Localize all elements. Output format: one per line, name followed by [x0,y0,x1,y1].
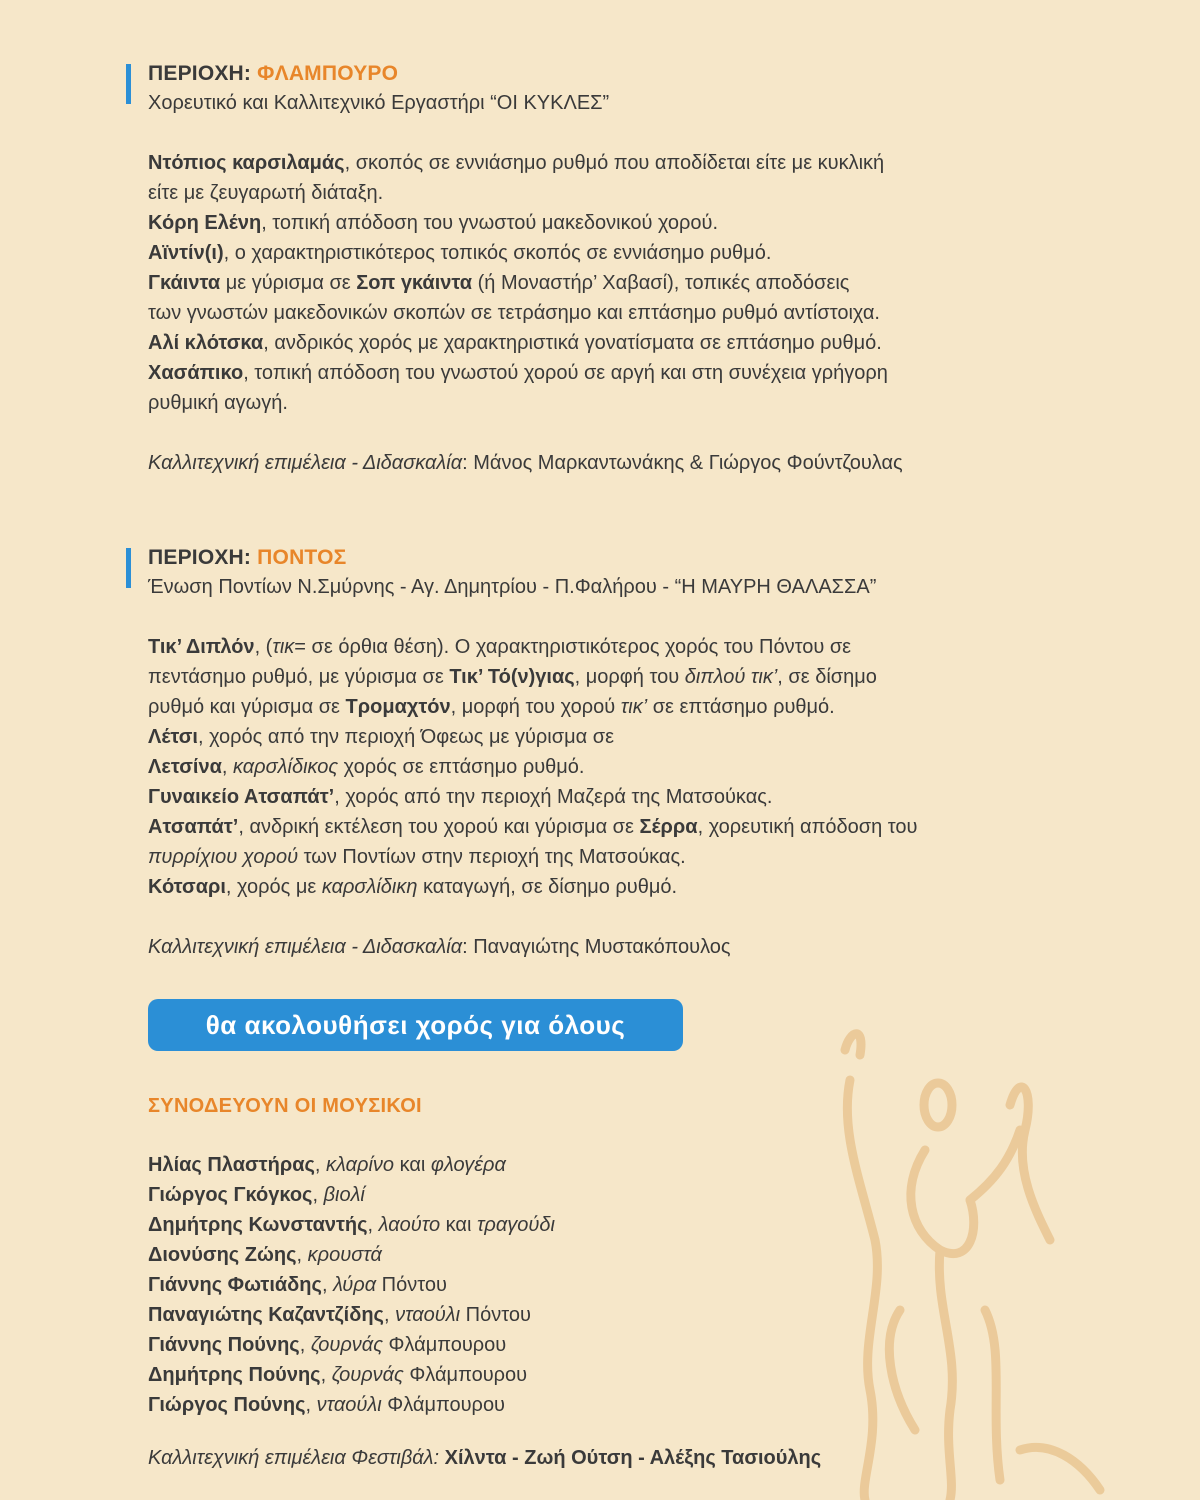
musicians-heading: ΣΥΝΟΔΕΥΟΥΝ ΟΙ ΜΟΥΣΙΚΟΙ [148,1095,422,1117]
region-accent-bar [126,64,131,104]
dance-description: Λετσίνα, καρσλίδικος χορός σε επτάσημο ρυθμό. [148,756,585,778]
region-label: ΠΕΡΙΟΧΗ: [148,546,252,569]
dance-description: Ντόπιος καρσιλαμάς, σκοπός σε εννιάσημο ρυθμό που αποδίδεται είτε με κυκλική είτε με ζευγαρωτή διάταξη. [148,152,885,204]
region-name: ΦΛΑΜΠΟΥΡΟ [257,62,399,85]
region-label: ΠΕΡΙΟΧΗ: [148,62,252,85]
musician-item: Δημήτρης Πούνης, ζουρνάς Φλάμπουρου [148,1364,528,1386]
dance-description: Χασάπικο, τοπική απόδοση του γνωστού χορού σε αργή και στη συνέχεια γρήγορη ρυθμική αγωγή. [148,362,888,414]
musician-item: Γιώργος Πούνης, νταούλι Φλάμπουρου [148,1394,505,1416]
dance-description: Λέτσι, χορός από την περιοχή Όφεως με γύρισμα σε [148,726,614,748]
dance-description: Ατσαπάτ’, ανδρική εκτέλεση του χορού και γύρισμα σε Σέρρα, χορευτική απόδοση του πυρρίχιου χορού των Ποντίων στην περιοχή της Ματσούκας. [148,816,918,868]
musician-item: Γιώργος Γκόγκος, βιολί [148,1184,365,1206]
dance-description: Κόρη Ελένη, τοπική απόδοση του γνωστού μακεδονικού χορού. [148,212,719,234]
musician-item: Ηλίας Πλαστήρας, κλαρίνο και φλογέρα [148,1154,506,1176]
group-name: Χορευτικό και Καλλιτεχνικό Εργαστήρι “ΟΙ ΚΥΚΛΕΣ” [148,92,610,114]
region-heading [148,544,1108,572]
region-section-pontos [148,544,1108,962]
dancer-illustration [820,1010,1140,1500]
musician-item: Διονύσης Ζώης, κρουστά [148,1244,382,1266]
artistic-credit: Καλλιτεχνική επιμέλεια - Διδασκαλία: Μάνος Μαρκαντωνάκης & Γιώργος Φούντζουλας [148,452,903,474]
musician-item: Παναγιώτης Καζαντζίδης, νταούλι Πόντου [148,1304,531,1326]
festival-credit: Καλλιτεχνική επιμέλεια Φεστιβάλ: Χίλντα - Ζωή Ούτση - Αλέξης Τασιούλης [148,1447,822,1469]
region-section-flampouro [148,60,1108,478]
dance-description: Τικ’ Διπλόν, (τικ= σε όρθια θέση). Ο χαρακτηριστικότερος χορός του Πόντου σε πεντάσημο ρυθμό, με γύρισμα σε Τικ’ Τό(ν)γιας, μορφή του διπλού τικ’, σε δίσημο ρυθμό και γύρισμα σε Τρομαχτόν, μορφή του χορού τικ’ σε επτάσημο ρυθμό. [148,636,877,718]
dance-for-all-banner: θα ακολουθήσει χορός για όλους [148,999,683,1051]
group-name: Ένωση Ποντίων Ν.Σμύρνης - Αγ. Δημητρίου - Π.Φαλήρου - “Η ΜΑΥΡΗ ΘΑΛΑΣΣΑ” [148,576,877,598]
dance-description: Αϊντίν(ι), ο χαρακτηριστικότερος τοπικός σκοπός σε εννιάσημο ρυθμό. [148,242,772,264]
dance-description: Γκάιντα με γύρισμα σε Σοπ γκάιντα (ή Μοναστήρ’ Χαβασί), τοπικές αποδόσεις των γνωστών μακεδονικών σκοπών σε τετράσημο και επτάσημο ρυθμό αντίστοιχα. [148,272,880,324]
musicians-list [148,1150,555,1420]
region-name: ΠΟΝΤΟΣ [257,546,347,569]
region-heading [148,60,1108,88]
musician-item: Δημήτρης Κωνσταντής, λαούτο και τραγούδι [148,1214,555,1236]
dance-description: Αλί κλότσκα, ανδρικός χορός με χαρακτηριστικά γονατίσματα σε επτάσημο ρυθμό. [148,332,882,354]
dance-description: Κότσαρι, χορός με καρσλίδικη καταγωγή, σε δίσημο ρυθμό. [148,876,678,898]
artistic-credit: Καλλιτεχνική επιμέλεια - Διδασκαλία: Παναγιώτης Μυστακόπουλος [148,936,731,958]
musician-item: Γιάννης Φωτιάδης, λύρα Πόντου [148,1274,447,1296]
region-accent-bar [126,548,131,588]
dance-description: Γυναικείο Ατσαπάτ’, χορός από την περιοχή Μαζερά της Ματσούκας. [148,786,773,808]
musician-item: Γιάννης Πούνης, ζουρνάς Φλάμπουρου [148,1334,507,1356]
